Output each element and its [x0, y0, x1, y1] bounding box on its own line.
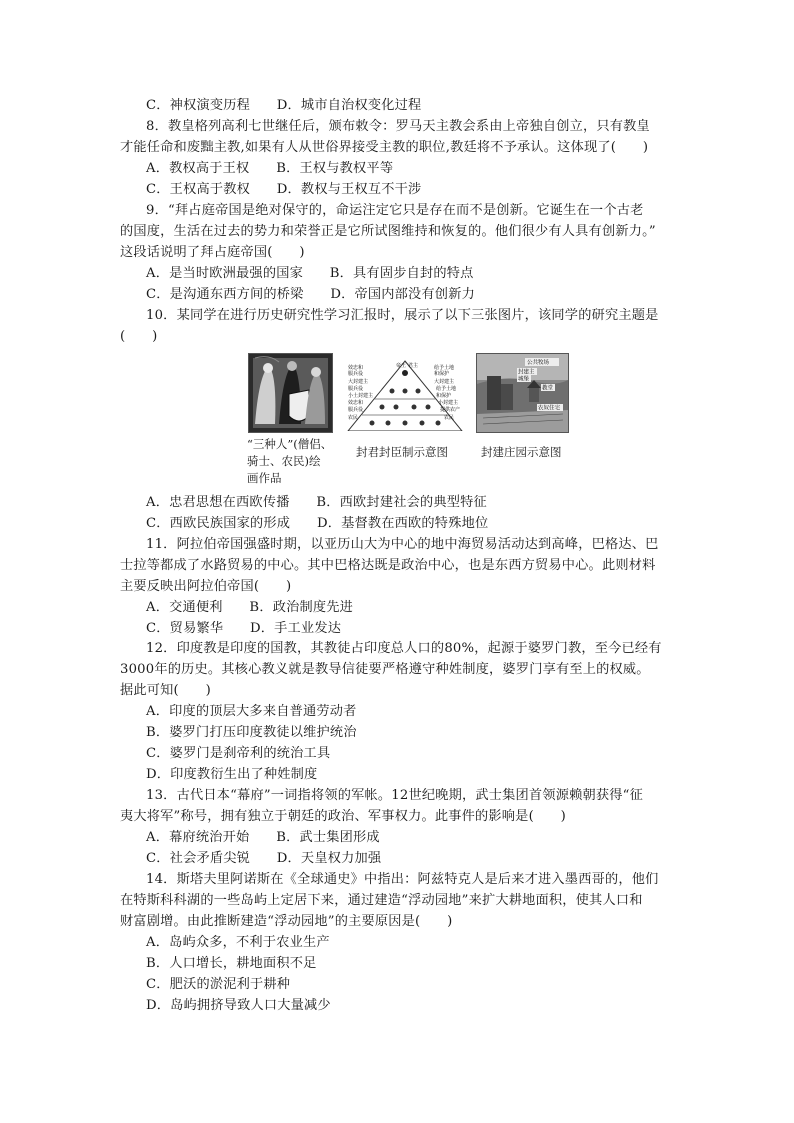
q14-option-a: A．岛屿众多，不利于农业生产	[146, 935, 330, 950]
pyramid-label-left5: 小土封建主	[348, 393, 374, 399]
q11-options-ab: A．交通便利 B．政治制度先进	[146, 600, 354, 615]
q12-stem-line2: 3000年的历史。其核心教义就是教导信徒要严格遵守种姓制度，婆罗门享有至上的权威。	[120, 662, 650, 677]
pyramid-label-right6: 小封建主	[438, 400, 459, 406]
q13-stem-line1: 13．古代日本“幕府”一词指将领的军帐。12世纪晚期，武士集团首领源赖朝获得“征	[146, 788, 643, 803]
figure-feudal-pyramid-diagram	[344, 353, 466, 431]
q13-stem-line2: 夷大将军”称号，拥有独立于朝廷的政治、军事权力。此事件的影响是( )	[120, 809, 567, 824]
manor-label-castle: 城堡	[518, 376, 530, 383]
q14-stem-line3: 财富剧增。由此推断建造“浮动园地”的主要原因是( )	[120, 914, 453, 929]
pyramid-label-left6: 效忠和	[348, 400, 364, 406]
pyramid-label-right7: 提供农产	[440, 407, 461, 413]
q9-options-cd: C．是沟通东西方间的桥梁 D．帝国内部没有创新力	[146, 287, 475, 302]
pyramid-label-left4: 服兵役	[348, 386, 364, 392]
pyramid-label-right5: 和保护	[436, 393, 452, 399]
manor-label-serf-houses: 农奴住宅	[538, 405, 561, 412]
q9-stem-line1: 9．“拜占庭帝国是绝对保守的，命运注定它只是存在而不是创新。它诞生在一个古老	[146, 203, 644, 218]
q12-option-d: D．印度教衍生出了种姓制度	[146, 767, 318, 782]
three-estates-artwork	[249, 354, 332, 432]
q8-stem-line2: 才能任命和废黜主教,如果有人从世俗界接受主教的职位,教廷将不予承认。这体现了( )	[120, 140, 649, 155]
pyramid-label-right8: 农民	[444, 415, 455, 421]
q10-stem-line2: ( )	[120, 329, 158, 344]
figure-feudal-manor-illustration	[476, 353, 569, 433]
manor-artwork	[477, 354, 568, 432]
manor-label-church: 教堂	[542, 385, 554, 392]
q14-option-d: D．岛屿拥挤导致人口大量减少	[146, 998, 331, 1013]
q14-option-b: B．人口增长，耕地面积不足	[146, 956, 317, 971]
q8-stem-line1: 8．教皇格列高利七世继任后，颁布敕令：罗马天主教会系由上帝独自创立，只有教皇	[146, 119, 650, 134]
pyramid-label-left3: 大封建主	[348, 379, 369, 385]
q12-stem-line3: 据此可知( )	[120, 683, 212, 698]
figure3-caption: 封建庄园示意图	[481, 445, 562, 459]
q12-option-b: B．婆罗门打压印度教徒以维护统治	[146, 725, 357, 740]
q9-stem-line2: 的国度，生活在过去的势力和荣誉正是它所试图维持和恢复的。他们很少有人具有创新力。”	[120, 224, 656, 239]
pyramid-label-top-left: 帝王	[396, 363, 407, 369]
q9-options-ab: A．是当时欧洲最强的国家 B．具有固步自封的特点	[146, 266, 474, 281]
q12-stem-line1: 12．印度教是印度的国教，其教徒占印度总人口的80%，起源于婆罗门教，至今已经有	[146, 641, 662, 656]
q14-option-c: C．肥沃的淤泥利于耕种	[146, 977, 291, 992]
q12-option-c: C．婆罗门是刹帝利的统治工具	[146, 746, 331, 761]
figure2-caption: 封君封臣制示意图	[356, 445, 448, 459]
q13-options-ab: A．幕府统治开始 B．武士集团形成	[146, 830, 380, 845]
pyramid-label-right2: 和保护	[434, 371, 450, 377]
figure1-caption-line3: 画作品	[247, 471, 282, 485]
q10-options-cd: C．西欧民族国家的形成 D．基督教在西欧的特殊地位	[146, 516, 489, 531]
pyramid-label-left7: 服兵役	[348, 407, 364, 413]
q11-stem-line3: 主要反映出阿拉伯帝国( )	[120, 579, 292, 594]
pyramid-label-right1: 给予土地	[434, 365, 455, 371]
pyramid-label-left8: 农民	[348, 415, 359, 421]
q8-options-ab: A．教权高于王权 B．王权与教权平等	[146, 161, 394, 176]
q13-options-cd: C．社会矛盾尖锐 D．天皇权力加强	[146, 851, 382, 866]
pyramid-label-right3: 大封建主	[434, 379, 455, 385]
q8-options-cd: C．王权高于教权 D．教权与王权互不干涉	[146, 182, 422, 197]
manor-label-pasture: 公共牧场	[527, 360, 550, 366]
figure1-caption-line2: 骑士、农民)绘	[247, 454, 321, 468]
pyramid-label-left2: 服兵役	[348, 371, 364, 377]
q14-stem-line2: 在特斯科科湖的一些岛屿上定居下来，通过建造“浮动园地”来扩大耕地面积，使其人口和	[120, 893, 643, 908]
pyramid-label-right4: 给予土地	[436, 386, 457, 392]
q10-stem-line1: 10．某同学在进行历史研究性学习汇报时，展示了以下三张图片，该同学的研究主题是	[146, 308, 659, 323]
q9-stem-line3: 这段话说明了拜占庭帝国( )	[120, 245, 305, 260]
q7-options-cd: C．神权演变历程 D．城市自治权变化过程	[146, 98, 422, 113]
q14-stem-line1: 14．斯塔夫里阿诺斯在《全球通史》中指出：阿兹特克人是后来才进入墨西哥的，他们	[146, 872, 659, 887]
q11-options-cd: C．贸易繁华 D．手工业发达	[146, 621, 342, 636]
feudal-pyramid-artwork	[344, 353, 466, 431]
figure1-caption-line1: “三种人”(僧侣、	[247, 437, 333, 451]
q11-stem-line1: 11．阿拉伯帝国强盛时期，以亚历山大为中心的地中海贸易活动达到高峰，巴格达、巴	[146, 537, 659, 552]
pyramid-label-left1: 效忠和	[348, 365, 364, 371]
q10-options-ab: A．忠君思想在西欧传播 B．西欧封建社会的典型特征	[146, 495, 487, 510]
q12-option-a: A．印度的顶层大多来自普通劳动者	[146, 704, 357, 719]
manor-label-lord: 封建主	[518, 369, 535, 376]
q11-stem-line2: 士拉等都成了水路贸易的中心。其中巴格达既是政治中心，也是东西方贸易中心。此则材料	[120, 558, 656, 573]
pyramid-label-top-right: 君主	[408, 363, 419, 369]
figure-three-estates-painting	[248, 353, 333, 433]
